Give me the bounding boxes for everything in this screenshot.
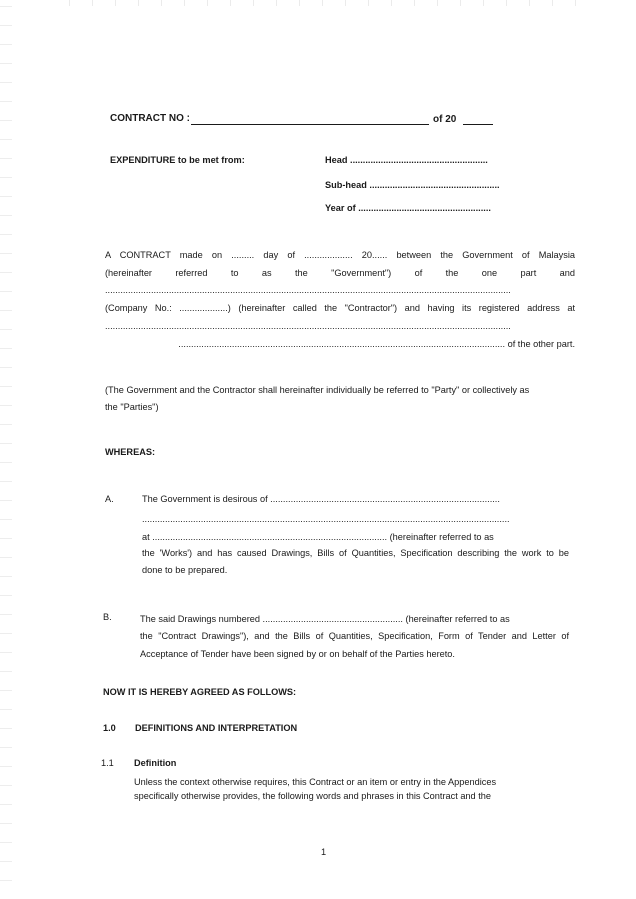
- expenditure-head: Head ......................................................: [325, 155, 488, 165]
- intro-line-4: (Company No.: ...................) (hereinafter called the "Contractor") and having its registered address at: [105, 303, 575, 313]
- section-1-1-line-2: specifically otherwise provides, the following words and phrases in this Contract and the: [134, 791, 491, 801]
- clause-a-line-2: ................................................................................................................................................: [142, 514, 510, 524]
- clause-a-letter: A.: [105, 494, 114, 504]
- scan-noise-top: [60, 0, 580, 6]
- section-1-number: 1.0: [103, 723, 116, 733]
- intro-line-2: (hereinafter referred to as the "Government") of the one part and: [105, 268, 575, 278]
- intro-line-1: A CONTRACT made on ......... day of ................... 20...... between the Government of Malaysia: [105, 250, 575, 260]
- intro-line-5: ...............................................................................................................................................................: [105, 321, 511, 331]
- clause-b-line-1: The said Drawings numbered ....................................................... (hereinafter referred to as: [140, 614, 510, 624]
- clause-b-line-2: the "Contract Drawings"), and the Bills of Quantities, Specification, Form of Tender and Letter of: [140, 631, 569, 641]
- clause-a-line-1: The Government is desirous of ..........................................................................................: [142, 494, 500, 504]
- parties-line-2: the "Parties"): [105, 402, 159, 412]
- parties-line-1: (The Government and the Contractor shall hereinafter individually be referred to "Party" or collectively as: [105, 385, 530, 395]
- section-1-1-line-1: Unless the context otherwise requires, this Contract or an item or entry in the Appendices: [134, 777, 497, 787]
- agreed-heading: NOW IT IS HEREBY AGREED AS FOLLOWS:: [103, 687, 297, 697]
- contract-year-blank: [463, 124, 493, 125]
- intro-line-3: ...............................................................................................................................................................: [105, 285, 511, 295]
- section-1-1-number: 1.1: [101, 758, 114, 768]
- clause-a-line-4: the 'Works') and has caused Drawings, Bills of Quantities, Specification describing the work to be: [142, 548, 569, 558]
- clause-b-letter: B.: [103, 612, 112, 622]
- contract-no-label: [110, 113, 190, 124]
- contract-year-label: of 20: [433, 114, 457, 125]
- section-1-title: DEFINITIONS AND INTERPRETATION: [135, 723, 298, 733]
- intro-line-6: ................................................................................................................................ of the other part.: [178, 339, 575, 349]
- scan-noise-left: [0, 0, 12, 899]
- clause-b-line-3: Acceptance of Tender have been signed by or on behalf of the Parties hereto.: [140, 649, 455, 659]
- expenditure-label: EXPENDITURE to be met from:: [110, 155, 245, 165]
- expenditure-year: Year of ....................................................: [325, 203, 491, 213]
- page-number: 1: [321, 847, 327, 857]
- contract-no-blank: [191, 124, 429, 125]
- section-1-1-title: Definition: [134, 758, 177, 768]
- whereas-heading: WHEREAS:: [105, 447, 156, 457]
- clause-a-line-5: done to be prepared.: [142, 565, 228, 575]
- expenditure-subhead: Sub-head ...................................................: [325, 180, 500, 190]
- contract-no-text: CONTRACT NO :: [110, 113, 190, 124]
- clause-a-line-3: at ............................................................................................ (hereinafter referred to as: [142, 532, 494, 542]
